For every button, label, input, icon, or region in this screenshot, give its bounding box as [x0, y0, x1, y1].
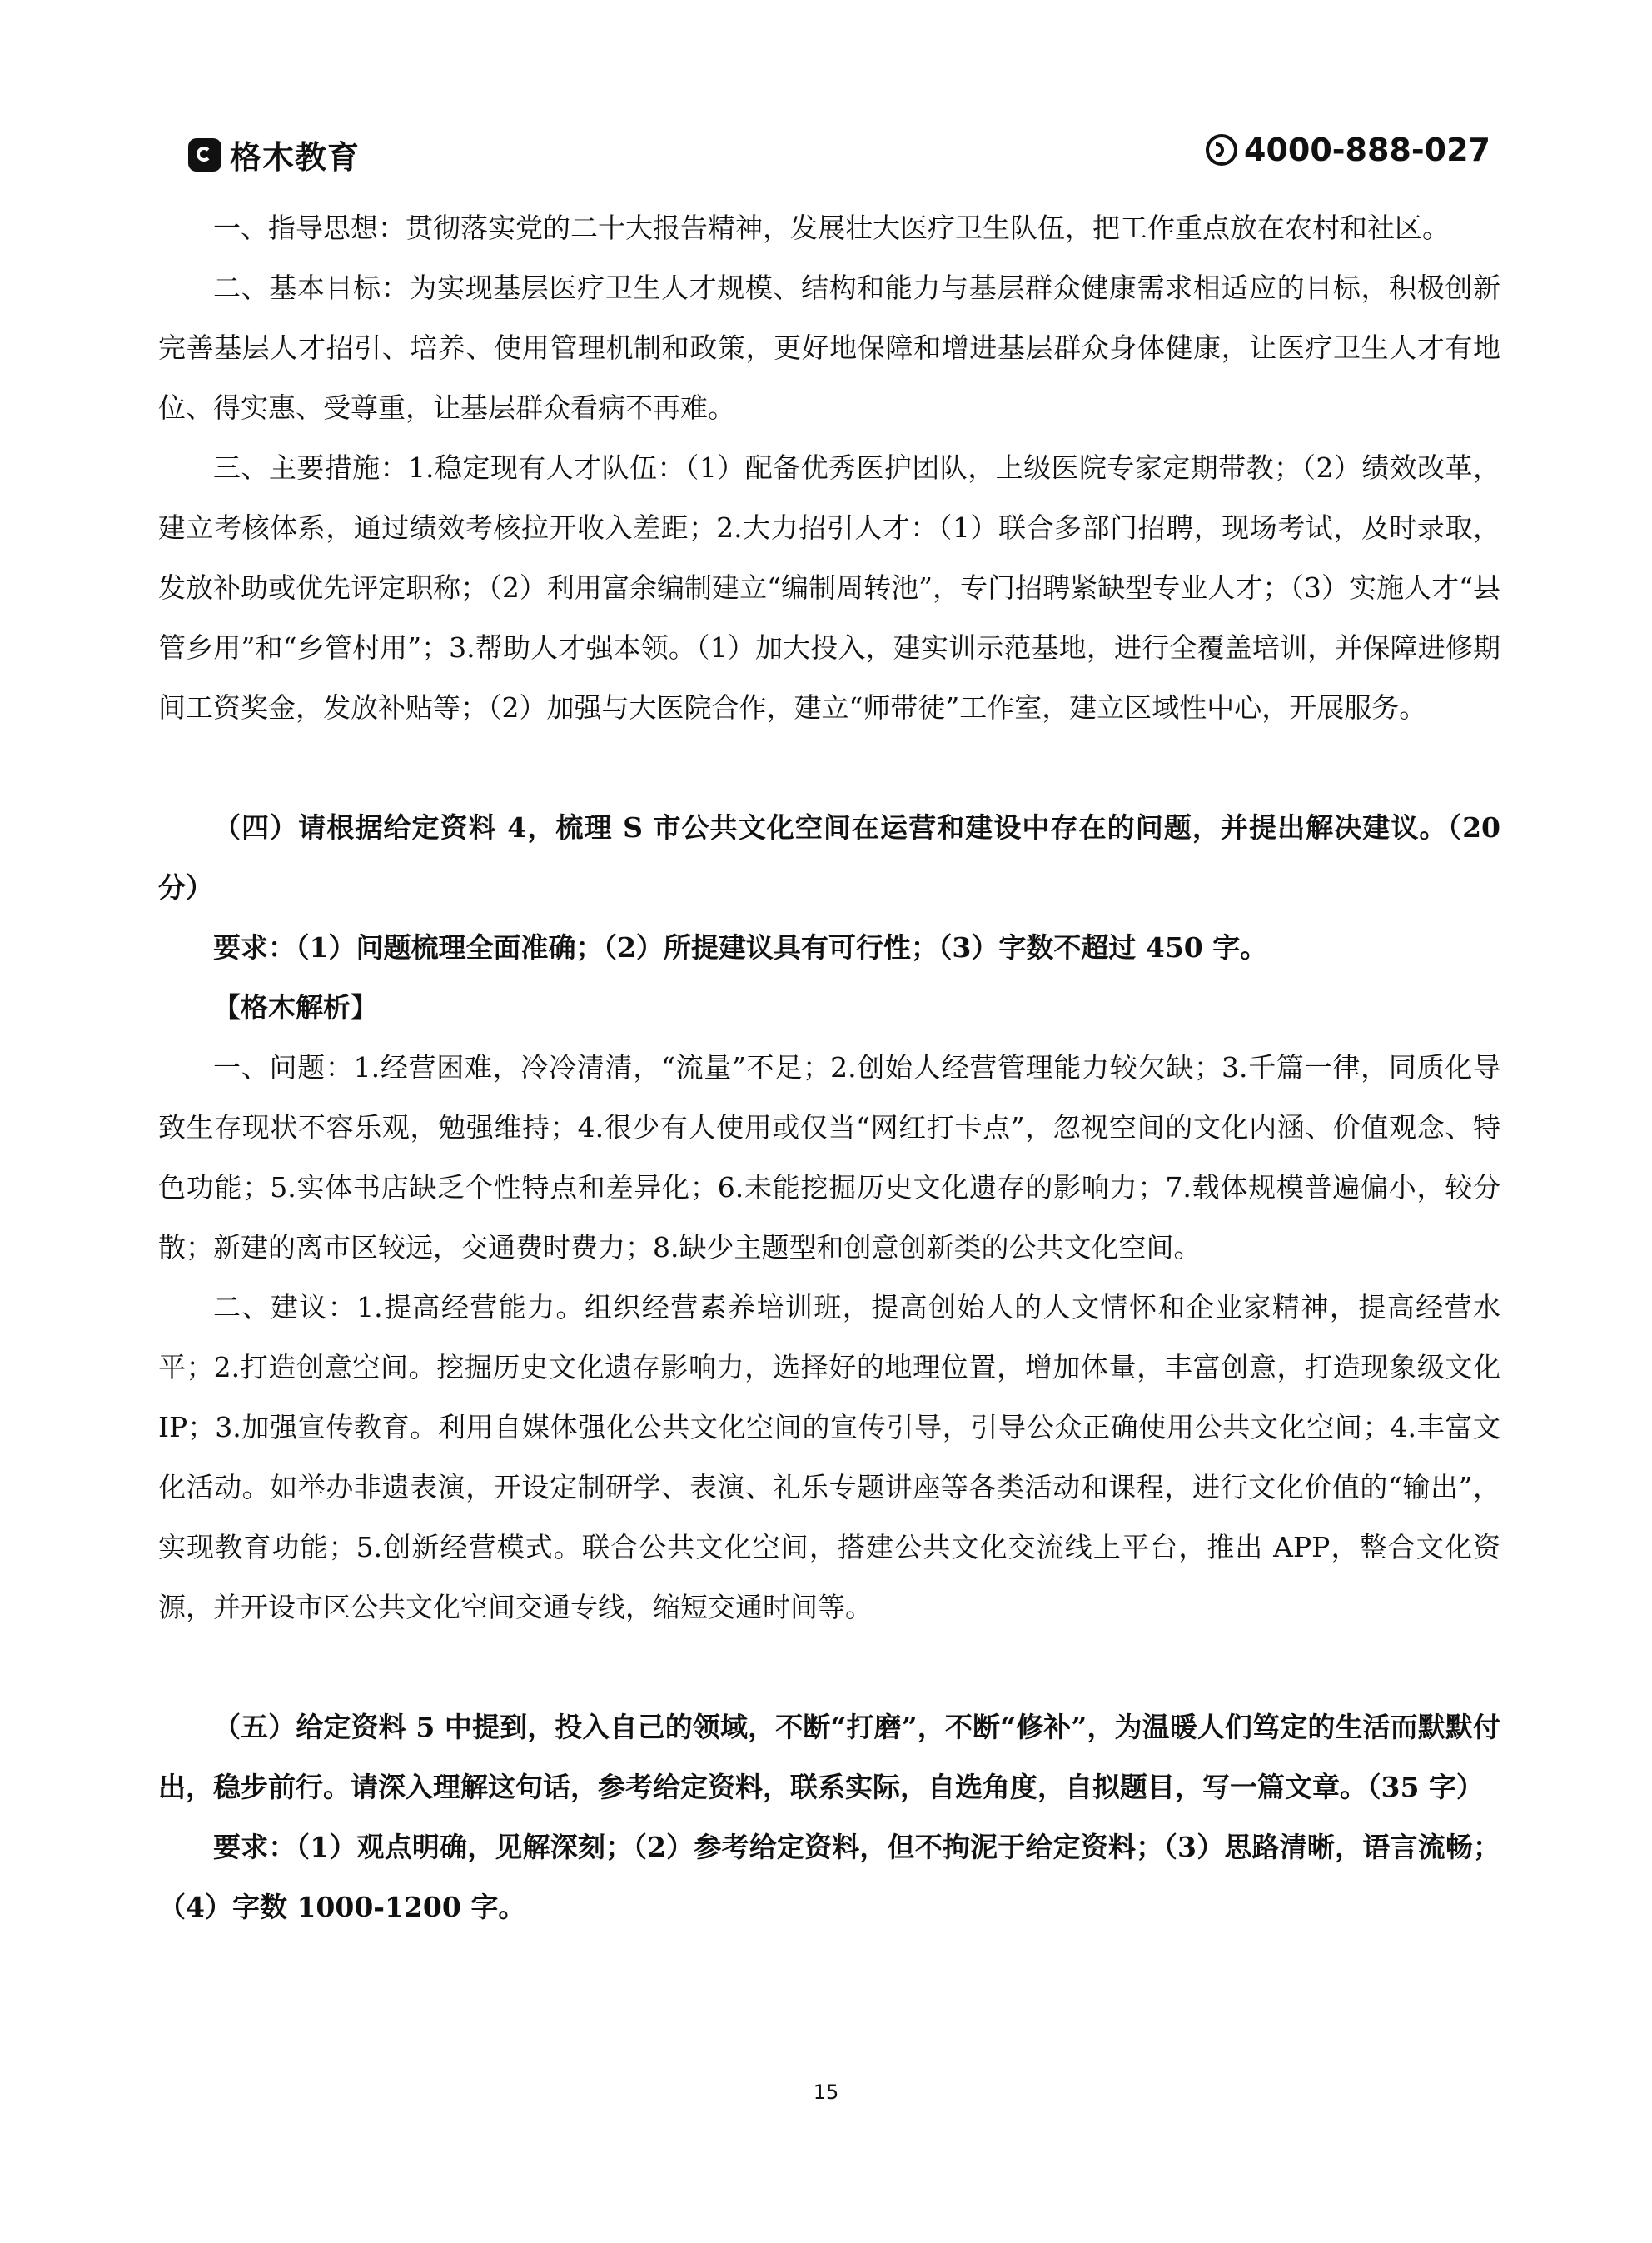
- analysis-heading: 【格木解析】: [213, 991, 378, 1024]
- question-4: （四）请根据给定资料 4，梳理 S 市公共文化空间在运营和建设中存在的问题，并提出解决建议。（20 分）: [158, 811, 1500, 904]
- paragraph-problems: 一、问题：1.经营困难，冷冷清清，“流量”不足；2.创始人经营管理能力较欠缺；3.千篇一律，同质化导致生存现状不容乐观，勉强维持；4.很少有人使用或仅当“网红打卡点”，忽视空间的文化内涵、价值观念、特色功能；5.实体书店缺乏个性特点和差异化；6.未能挖掘历史文化遗存的影响力；7.载体规模普遍偏小，较分散；新建的离市区较远，交通费时费力；8.缺少主题型和创意创新类的公共文化空间。: [158, 1051, 1500, 1264]
- logo-text: 格木教育: [230, 139, 361, 176]
- document-body: [158, 198, 1500, 1937]
- header-logo: [188, 132, 360, 177]
- paragraph-main-measures: 三、主要措施：1.稳定现有人才队伍：（1）配备优秀医护团队，上级医院专家定期带教；（2）绩效改革，建立考核体系，通过绩效考核拉开收入差距；2.大力招引人才：（1）联合多部门招聘，现场考试，及时录取，发放补助或优先评定职称；（2）利用富余编制建立“编制周转池”，专门招聘紧缺型专业人才；（3）实施人才“县管乡用”和“乡管村用”；3.帮助人才强本领。（1）加大投入，建实训示范基地，进行全覆盖培训，并保障进修期间工资奖金，发放补贴等；（2）加强与大医院合作，建立“师带徒”工作室，建立区域性中心，开展服务。: [158, 451, 1500, 724]
- section-gap: [158, 1637, 1500, 1697]
- phone-number: 4000-888-027: [1244, 132, 1490, 168]
- paragraph-basic-goal: 二、基本目标：为实现基层医疗卫生人才规模、结构和能力与基层群众健康需求相适应的目标，积极创新完善基层人才招引、培养、使用管理机制和政策，更好地保障和增进基层群众身体健康，让医疗卫生人才有地位、得实惠、受尊重，让基层群众看病不再难。: [158, 272, 1500, 424]
- paragraph-suggestions: 二、建议：1.提高经营能力。组织经营素养培训班，提高创始人的人文情怀和企业家精神，提高经营水平；2.打造创意空间。挖掘历史文化遗存影响力，选择好的地理位置，增加体量，丰富创意，打造现象级文化 IP；3.加强宣传教育。利用自媒体强化公共文化空间的宣传引导，引导公众正确使用公共文化空间；4.丰富文化活动。如举办非遗表演，开设定制研学、表演、礼乐专题讲座等各类活动和课程，进行文化价值的“输出”，实现教育功能；5.创新经营模式。联合公共文化空间，搭建公共文化交流线上平台，推出 APP，整合文化资源，并开设市区公共文化空间交通专线，缩短交通时间等。: [158, 1291, 1500, 1623]
- paragraph-guiding-ideology: 一、指导思想：贯彻落实党的二十大报告精神，发展壮大医疗卫生队伍，把工作重点放在农村和社区。: [213, 212, 1450, 244]
- logo-icon: [188, 138, 221, 172]
- page-number: 15: [813, 2081, 839, 2104]
- section-gap: [158, 738, 1500, 798]
- phone-icon: [1206, 134, 1237, 166]
- question-5-requirements: 要求：（1）观点明确，见解深刻；（2）参考给定资料，但不拘泥于给定资料；（3）思路清晰，语言流畅；（4）字数 1000-1200 字。: [158, 1831, 1500, 1923]
- question-4-requirements: 要求：（1）问题梳理全面准确；（2）所提建议具有可行性；（3）字数不超过 450 字。: [213, 931, 1268, 964]
- question-5: （五）给定资料 5 中提到，投入自己的领域，不断“打磨”，不断“修补”，为温暖人们笃定的生活而默默付出，稳步前行。请深入理解这句话，参考给定资料，联系实际，自选角度，自拟题目，写一篇文章。（35 字）: [158, 1711, 1500, 1803]
- header-phone: [1206, 132, 1490, 168]
